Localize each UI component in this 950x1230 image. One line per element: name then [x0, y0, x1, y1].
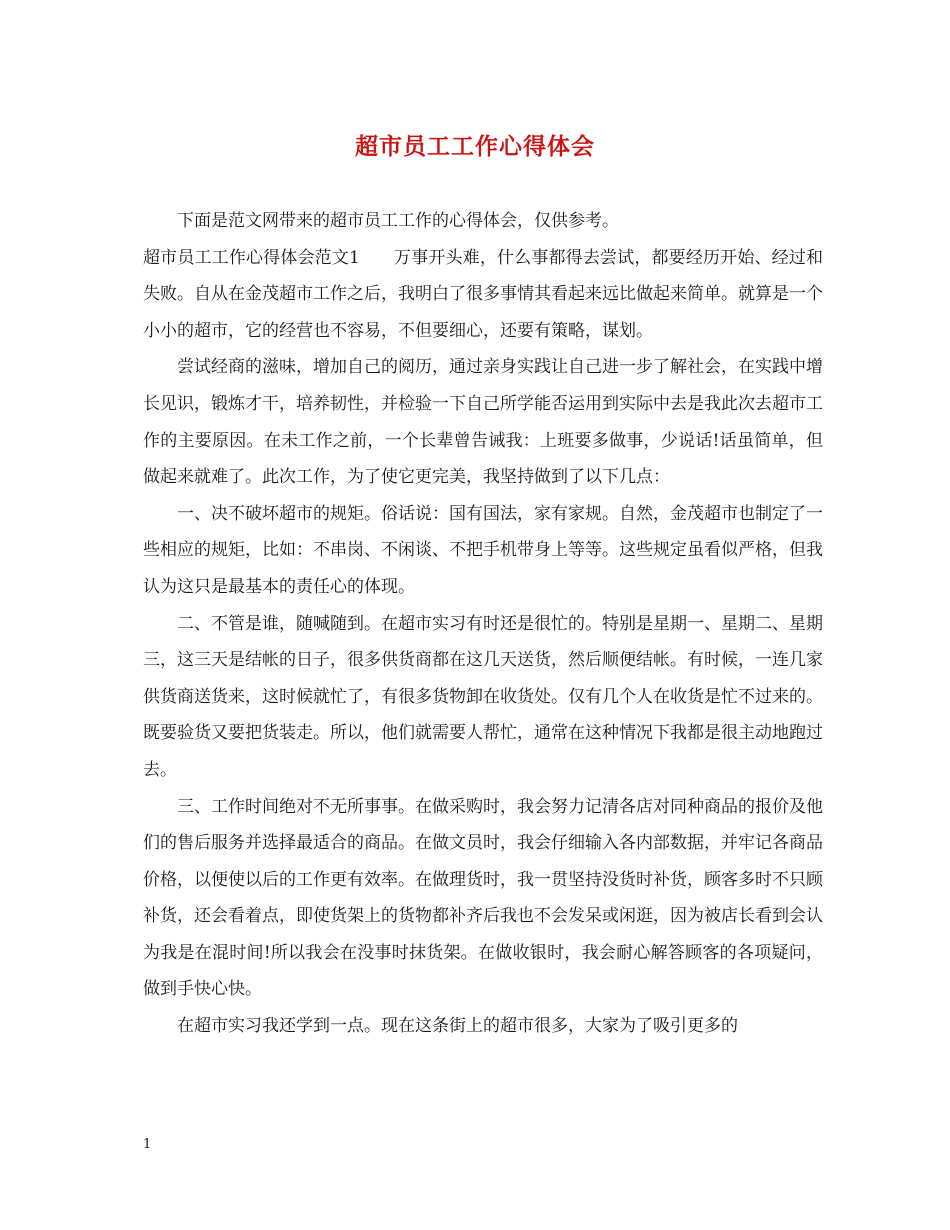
document-title: 超市员工工作心得体会 [355, 133, 595, 160]
paragraph-6: 在超市实习我还学到一点。现在这条街上的超市很多，大家为了吸引更多的 [177, 1016, 738, 1037]
paragraph-5: 三、工作时间绝对不无所事事。在做采购时，我会努力记清各店对同种商品的报价及他们的售后服务并选择最适合的商品。在做文员时，我会仔细输入各内部数据，并牢记各商品价格，以便使以后的工作更有效率。在做理货时，我一贯坚持没货时补货，顾客多时不只顾补货，还会看着点，即使货架上的货物都补齐后我也不会发呆或闲逛，因为被店长看到会认为我是在混时间!所以我会在没事时抹货架。在做收银时，我会耐心解答顾客的各项疑问，做到手快心快。 [143, 796, 823, 1000]
paragraph-1-text: 万事开头难，什么事都得去尝试，都要经历开始、经过和失败。自从在金茂超市工作之后，我明白了很多事情其看起来远比做起来简单。就算是一个小小的超市，它的经营也不容易，不但要细心，还要有策略，谋划。 [143, 247, 823, 341]
paragraph-4: 二、不管是谁，随喊随到。在超市实习有时还是很忙的。特别是星期一、星期二、星期三，这三天是结帐的日子，很多供货商都在这几天送货，然后顺便结帐。有时候，一连几家供货商送货来，这时候就忙了，有很多货物卸在收货处。仅有几个人在收货是忙不过来的。既要验货又要把货装走。所以，他们就需要人帮忙，通常在这种情况下我都是很主动地跑过去。 [143, 613, 823, 780]
document-body [143, 203, 823, 1045]
section-paragraph-1 [143, 240, 823, 350]
section-heading: 超市员工工作心得体会范文1 [143, 247, 360, 268]
intro-paragraph: 下面是范文网带来的超市员工工作的心得体会，仅供参考。 [177, 211, 619, 231]
page-number: 1 [143, 1137, 152, 1152]
paragraph-2: 尝试经商的滋味，增加自己的阅历，通过亲身实践让自己进一步了解社会，在实践中增长见识，锻炼才干，培养韧性，并检验一下自己所学能否运用到实际中去是我此次去超市工作的主要原因。在未工作之前，一个长辈曾告诫我：上班要多做事，少说话!话虽简单，但做起来就难了。此次工作，为了使它更完美，我坚持做到了以下几点： [143, 357, 823, 488]
paragraph-3: 一、决不破坏超市的规矩。俗话说：国有国法，家有家规。自然，金茂超市也制定了一些相应的规矩，比如：不串岗、不闲谈、不把手机带身上等等。这些规定虽看似严格，但我认为这只是最基本的责任心的体现。 [143, 503, 823, 597]
